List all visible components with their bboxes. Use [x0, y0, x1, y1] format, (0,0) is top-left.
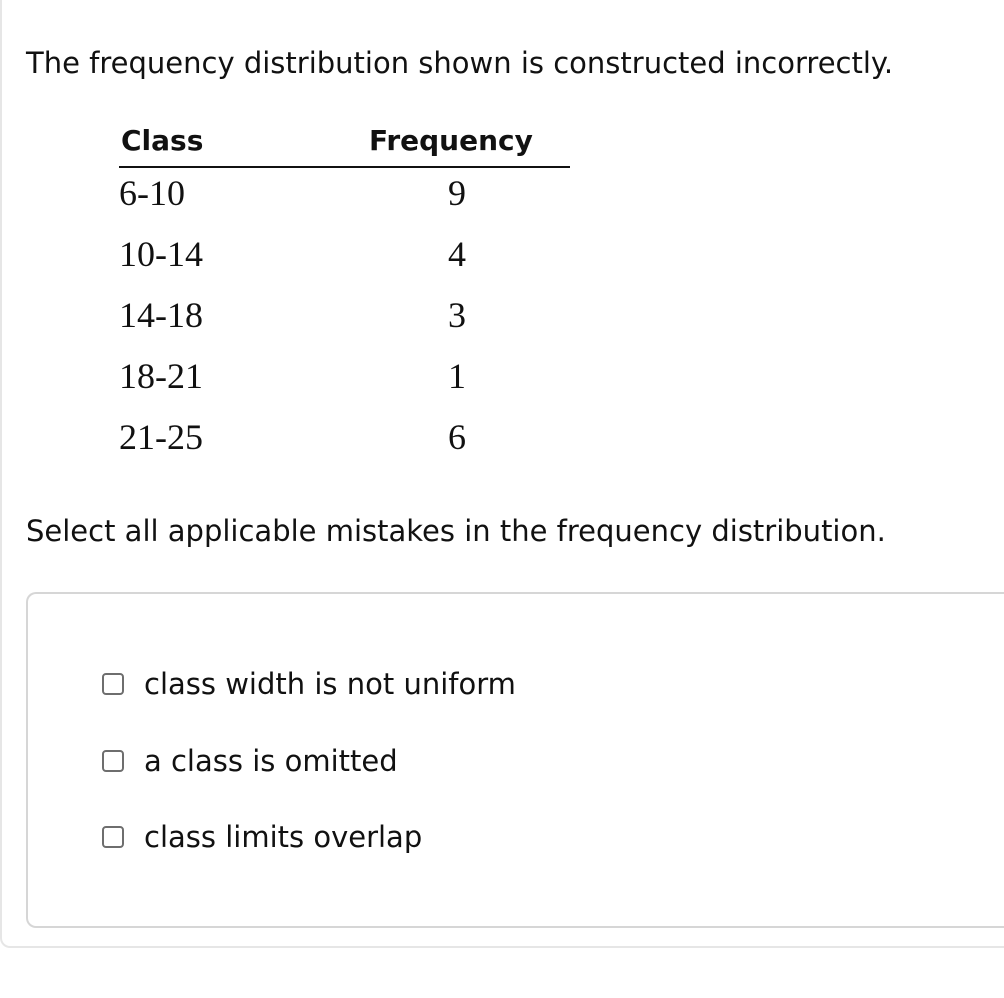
- frequency-cell: 3: [448, 295, 466, 335]
- option-class-omitted[interactable]: [102, 741, 398, 781]
- table-row: [119, 351, 570, 412]
- checkbox[interactable]: [102, 826, 124, 848]
- table-header: [119, 118, 570, 168]
- intro-text: The frequency distribution shown is constructed incorrectly.: [26, 46, 894, 80]
- answer-options-box: [26, 592, 1004, 928]
- frequency-cell: 9: [448, 173, 466, 213]
- frequency-cell: 4: [448, 234, 466, 274]
- class-cell: 18-21: [119, 356, 203, 396]
- checkbox[interactable]: [102, 673, 124, 695]
- table-row: [119, 229, 570, 290]
- question-text: Select all applicable mistakes in the frequency distribution.: [26, 514, 886, 548]
- class-cell: 21-25: [119, 417, 203, 457]
- class-cell: 14-18: [119, 295, 203, 335]
- table-row: [119, 168, 570, 229]
- table-row: [119, 290, 570, 351]
- option-label: class limits overlap: [144, 820, 423, 854]
- option-class-limits-overlap[interactable]: [102, 817, 422, 857]
- checkbox[interactable]: [102, 750, 124, 772]
- frequency-column-header: Frequency: [369, 124, 533, 157]
- option-class-width-not-uniform[interactable]: [102, 664, 516, 704]
- option-label: class width is not uniform: [144, 667, 516, 701]
- frequency-cell: 1: [448, 356, 466, 396]
- class-cell: 10-14: [119, 234, 203, 274]
- frequency-cell: 6: [448, 417, 466, 457]
- frequency-table: [119, 118, 570, 473]
- class-column-header: Class: [121, 124, 204, 157]
- option-label: a class is omitted: [144, 744, 398, 778]
- class-cell: 6-10: [119, 173, 185, 213]
- table-row: [119, 412, 570, 473]
